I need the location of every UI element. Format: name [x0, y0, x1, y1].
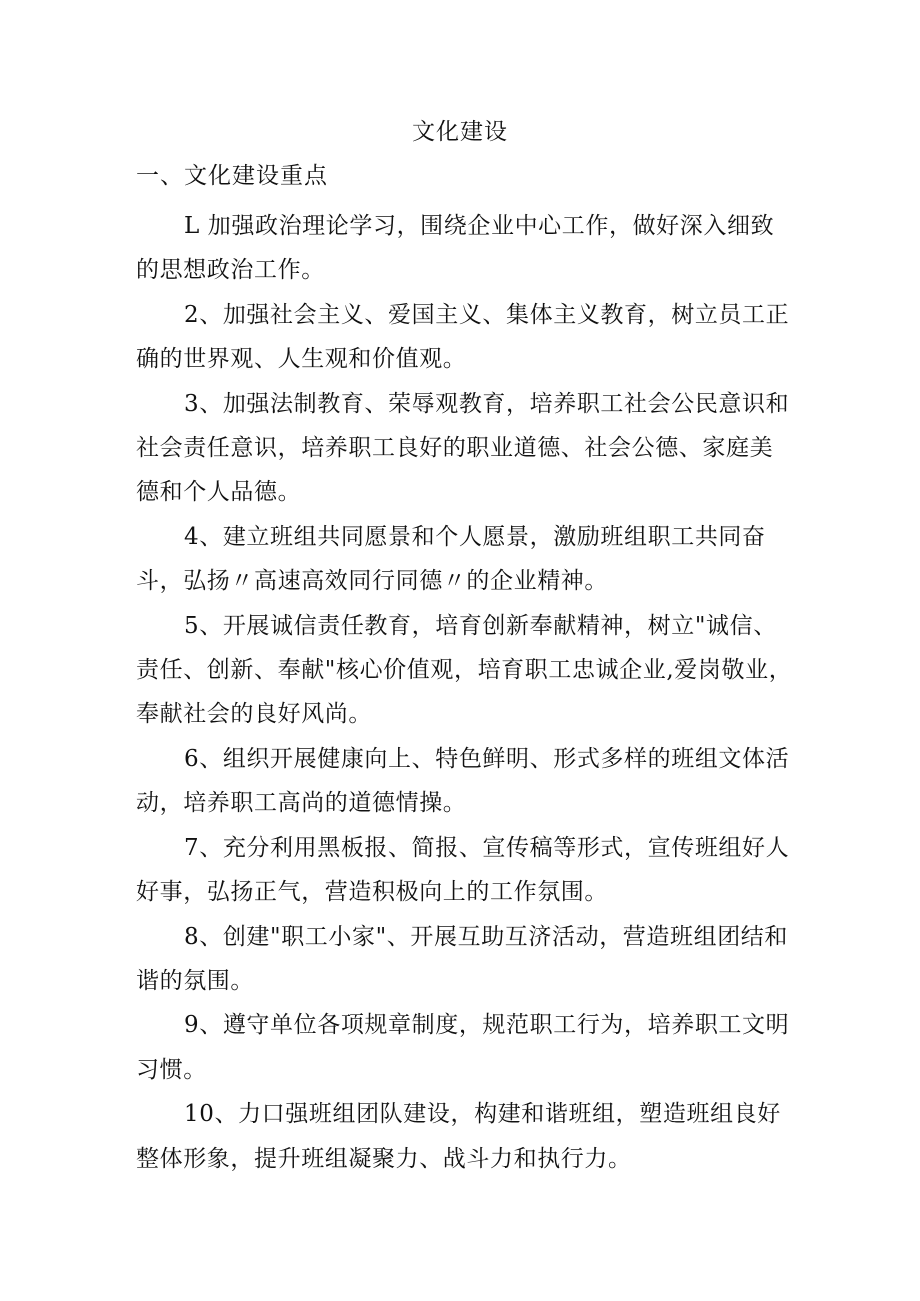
paragraph-10: 10、力口强班组团队建设，构建和谐班组，塑造班组良好整体形象，提升班组凝聚力、战斗力和执行力。 — [136, 1101, 781, 1172]
paragraph-3: 3、加强法制教育、荣辱观教育，培养职工社会公民意识和社会责任意识，培养职工良好的职业道德、社会公德、家庭美德和个人品德。 — [136, 390, 790, 506]
paragraph-4: 4、建立班组共同愿景和个人愿景，激励班组职工共同奋斗，弘扬〃高速高效同行同德〃的企业精神。 — [136, 523, 766, 595]
paragraph-8: 8、创建"职工小家"、开展互助互济活动，营造班组团结和谐的氛围。 — [136, 923, 788, 994]
section-heading: 一、文化建设重点 — [136, 163, 328, 189]
paragraph-7: 7、充分利用黑板报、简报、宣传稿等形式，宣传班组好人好事，弘扬正气，营造积极向上的工作氛围。 — [136, 834, 790, 906]
paragraph-6: 6、组织开展健康向上、特色鲜明、形式多样的班组文体活动，培养职工高尚的道德情操。 — [136, 745, 790, 817]
paragraph-5: 5、开展诚信责任教育，培育创新奉献精神，树立"诚信、责任、创新、奉献"核心价值观，培育职工忠诚企业,爱岗敬业，奉献社会的良好风尚。 — [136, 612, 793, 728]
paragraph-1: L 加强政治理论学习，围绕企业中心工作，做好深入细致的思想政治工作。 — [136, 213, 775, 284]
paragraph-2: 2、加强社会主义、爱国主义、集体主义教育，树立员工正确的世界观、人生观和价值观。 — [136, 301, 790, 373]
paragraph-list — [136, 204, 796, 1181]
document-title: 文化建设 — [412, 119, 508, 145]
paragraph-9: 9、遵守单位各项规章制度，规范职工行为，培养职工文明习惯。 — [136, 1012, 790, 1083]
